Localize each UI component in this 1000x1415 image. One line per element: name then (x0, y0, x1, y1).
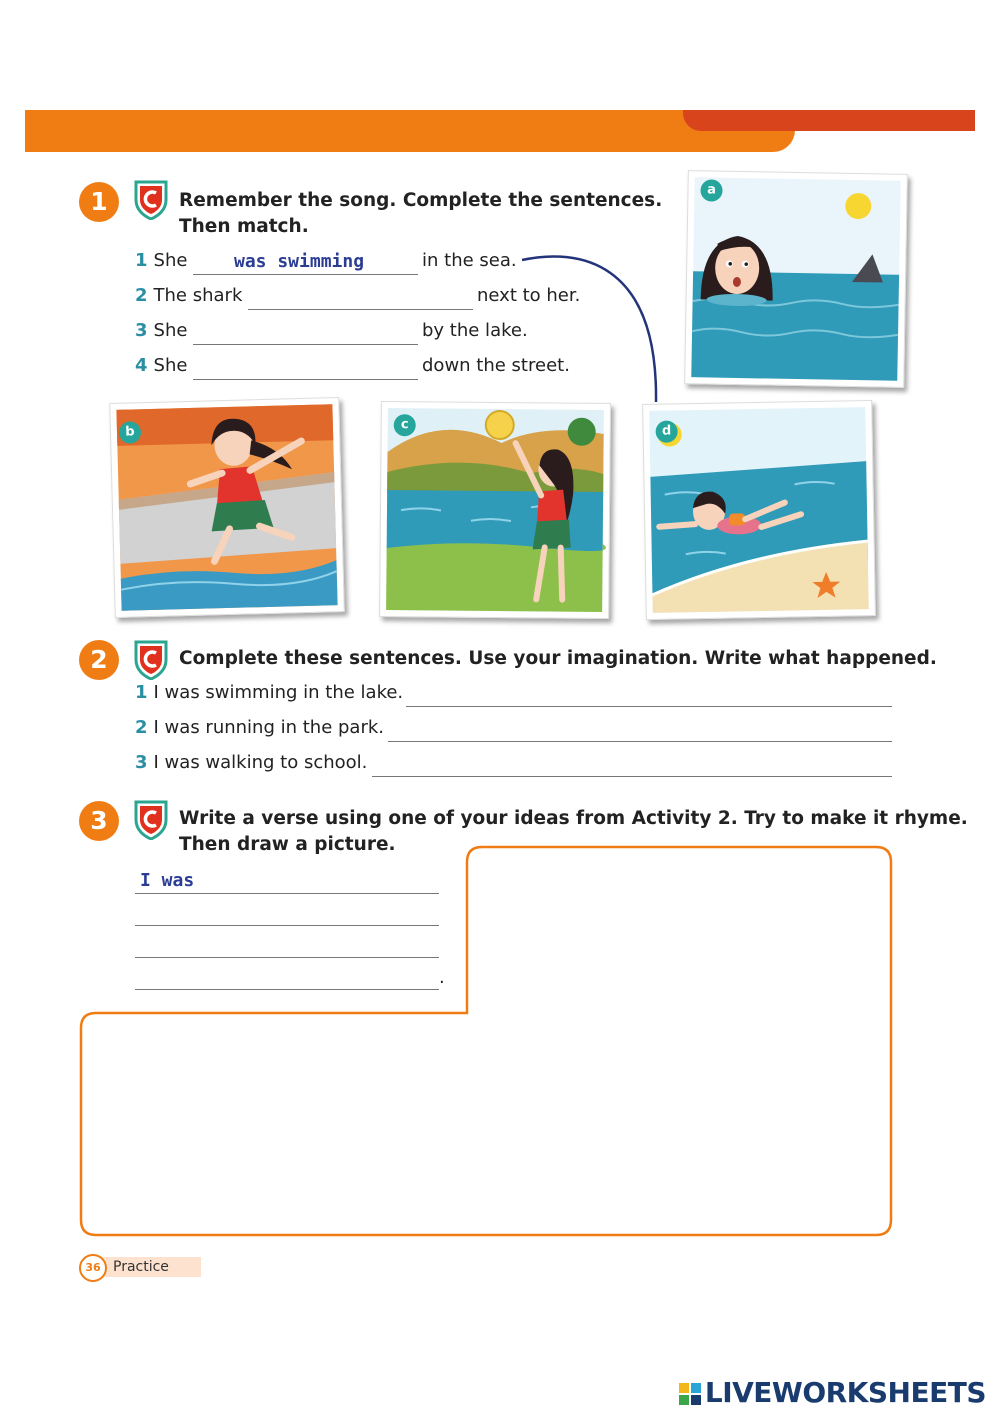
activity-2-blank-3[interactable] (372, 775, 892, 777)
item-text: I was running in the park. (153, 717, 384, 738)
picture-d-badge: d (655, 420, 677, 442)
verse-start-text: I was (140, 870, 195, 891)
answer-blank-1[interactable] (193, 273, 418, 275)
header-bar (25, 110, 795, 152)
activity-2-number: 2 (79, 640, 119, 680)
item-start: The shark (153, 285, 243, 306)
match-line (518, 250, 668, 410)
item-start: She (153, 320, 188, 341)
activity-1-item-4 (135, 354, 187, 378)
picture-a[interactable] (684, 170, 908, 388)
item-number: 2 (135, 717, 148, 738)
item-end: down the street. (422, 355, 570, 376)
activity-3-number: 3 (79, 801, 119, 841)
answer-blank-3[interactable] (193, 343, 418, 345)
picture-c-illustration (380, 402, 610, 618)
answer-blank-4[interactable] (193, 378, 418, 380)
activity-2-blank-2[interactable] (388, 740, 892, 742)
item-end: next to her. (477, 285, 581, 306)
item-start: She (153, 355, 188, 376)
item-end: by the lake. (422, 320, 528, 341)
activity-1-number: 1 (79, 182, 119, 222)
page-number: 36 (79, 1254, 107, 1282)
shield-icon (134, 180, 168, 220)
item-text: I was swimming in the lake. (153, 682, 404, 703)
picture-c-badge: c (394, 414, 416, 436)
item-number: 4 (135, 355, 148, 376)
activity-3-instruction-line1: Write a verse using one of your ideas from Activity 2. Try to make it rhyme. (179, 808, 968, 829)
picture-d-illustration (643, 401, 875, 619)
header-bar-accent (683, 110, 975, 131)
picture-b-illustration (110, 398, 343, 617)
picture-a-illustration (685, 171, 907, 387)
activity-1-instruction-line2: Then match. (179, 216, 309, 237)
brand-watermark (679, 1376, 986, 1409)
answer-text: was swimming (234, 251, 365, 272)
picture-b-badge: b (119, 421, 142, 444)
activity-1-item-2 (135, 284, 242, 308)
activity-1-item-3 (135, 319, 187, 343)
activity-2-instruction: Complete these sentences. Use your imagination. Write what happened. (179, 648, 937, 669)
picture-d[interactable] (642, 400, 876, 620)
drawing-box[interactable] (76, 842, 896, 1240)
activity-3-instruction-line2: Then draw a picture. (179, 834, 396, 855)
picture-b[interactable] (109, 397, 345, 618)
shield-icon (134, 640, 168, 680)
activity-2-blank-1[interactable] (406, 705, 892, 707)
activity-2-item-2 (135, 716, 384, 740)
item-text: I was walking to school. (153, 752, 368, 773)
activity-1-item-1 (135, 249, 187, 273)
shield-icon (134, 800, 168, 840)
section-label: Practice (93, 1257, 201, 1277)
answer-blank-2[interactable] (248, 308, 473, 310)
item-number: 1 (135, 682, 148, 703)
activity-2-item-1 (135, 681, 403, 705)
item-number: 2 (135, 285, 148, 306)
item-end: in the sea. (422, 250, 517, 271)
item-number: 3 (135, 752, 148, 773)
picture-a-badge: a (700, 179, 722, 201)
item-number: 1 (135, 250, 148, 271)
verse-final-period: . (439, 967, 445, 988)
picture-c[interactable] (379, 401, 611, 619)
brand-text: LIVEWORKSHEETS (704, 1376, 986, 1409)
item-number: 3 (135, 320, 148, 341)
liveworksheets-logo-icon (679, 1383, 701, 1405)
item-start: She (153, 250, 188, 271)
activity-1-instruction-line1: Remember the song. Complete the sentences. (179, 190, 663, 211)
activity-2-item-3 (135, 751, 367, 775)
